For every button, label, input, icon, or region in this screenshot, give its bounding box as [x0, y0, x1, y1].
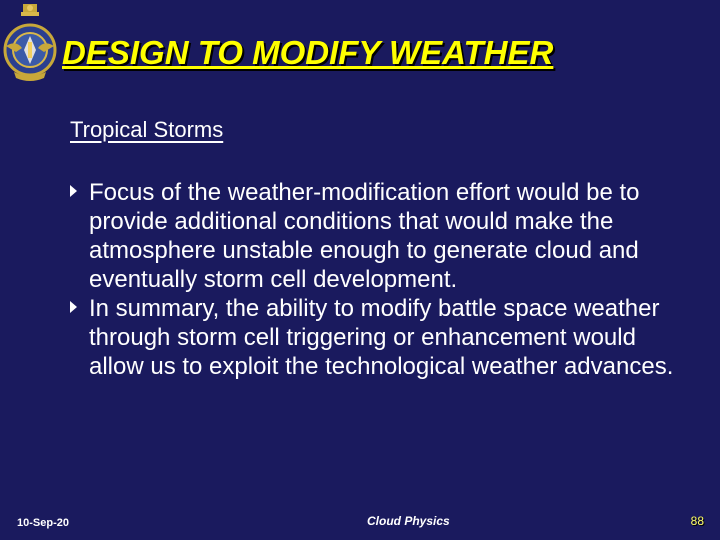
bullet-item: [70, 178, 690, 294]
bullet-text: Focus of the weather-modification effort would be to provide additional conditions that would make the atmosphere unstable enough to generate cloud and eventually storm cell development.: [89, 179, 640, 293]
bullet-item: [70, 294, 690, 381]
slide-title: DESIGN TO MODIFY WEATHER: [62, 34, 554, 71]
bullet-text: In summary, the ability to modify battle space weather through storm cell triggering or enhancement would allow us to exploit the technological weather advances.: [89, 295, 674, 380]
air-force-crest-icon: [2, 2, 58, 86]
bullet-arrow-icon: [70, 185, 77, 197]
page-number: 88: [690, 514, 704, 528]
bullet-list: [70, 178, 690, 381]
bullet-arrow-icon: [70, 301, 77, 313]
footer-date: 10-Sep-20: [17, 517, 69, 529]
section-heading: Tropical Storms: [70, 117, 224, 142]
footer-title: Cloud Physics: [367, 514, 450, 528]
